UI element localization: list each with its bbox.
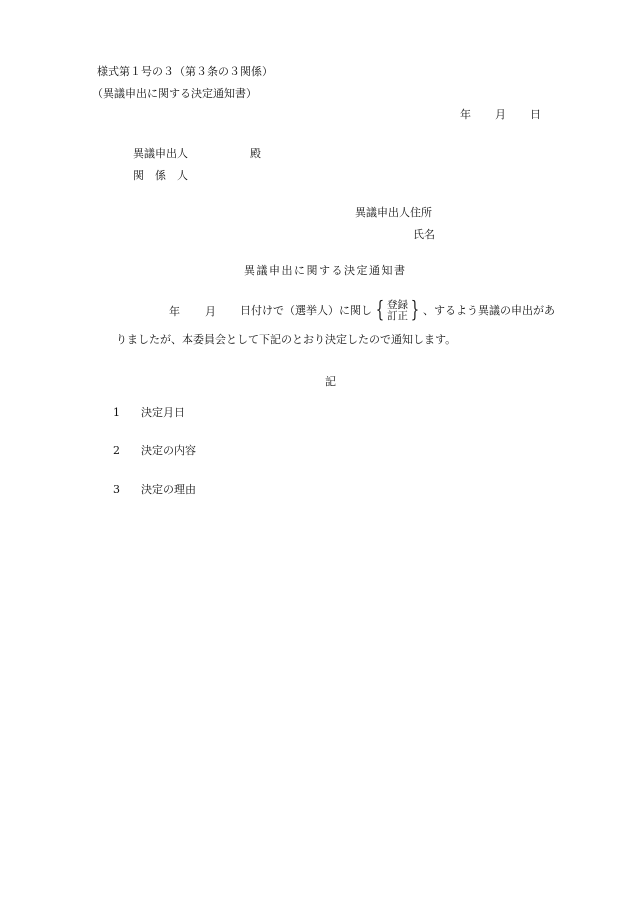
item-label: 決定の内容 bbox=[141, 444, 196, 457]
list-item bbox=[113, 444, 196, 458]
option-brace-group bbox=[373, 300, 422, 322]
item-number: 1 bbox=[113, 406, 120, 419]
date-month-label: 月 bbox=[495, 108, 506, 121]
document-title: 異議申出に関する決定通知書 bbox=[244, 264, 407, 277]
ki-heading: 記 bbox=[325, 375, 336, 388]
sender-address-label: 異議申出人住所 bbox=[355, 206, 432, 219]
list-item bbox=[113, 483, 196, 497]
sender-name-label: 氏名 bbox=[413, 228, 435, 241]
body-line-2: りましたが、本委員会として下記のとおり決定したので通知します。 bbox=[116, 333, 457, 346]
option-register: 登録 bbox=[387, 299, 408, 311]
body-text-part2: 、するよう異議の申出があ bbox=[423, 304, 555, 317]
date-year-label: 年 bbox=[460, 108, 471, 121]
list-item bbox=[113, 406, 185, 420]
addressee-honorific: 殿 bbox=[250, 147, 261, 160]
body-line-1 bbox=[240, 297, 555, 325]
addressee-objector: 異議申出人 bbox=[133, 147, 188, 160]
item-label: 決定月日 bbox=[141, 406, 185, 419]
addressee-related-person: 関 係 人 bbox=[133, 169, 188, 182]
item-number: 2 bbox=[113, 444, 120, 457]
right-brace: } bbox=[410, 298, 420, 323]
form-title: （異議申出に関する決定通知書） bbox=[92, 87, 257, 100]
form-number: 様式第１号の３（第３条の３関係） bbox=[97, 65, 273, 78]
body-year: 年 bbox=[169, 305, 180, 318]
body-text-part1: 日付けで（選挙人）に関し bbox=[240, 304, 372, 317]
option-correct: 訂正 bbox=[387, 310, 408, 322]
option-stack bbox=[387, 300, 408, 322]
date-day-label: 日 bbox=[530, 108, 541, 121]
left-brace: { bbox=[375, 298, 385, 323]
item-label: 決定の理由 bbox=[141, 483, 196, 496]
body-month: 月 bbox=[205, 305, 216, 318]
item-number: 3 bbox=[113, 483, 120, 496]
